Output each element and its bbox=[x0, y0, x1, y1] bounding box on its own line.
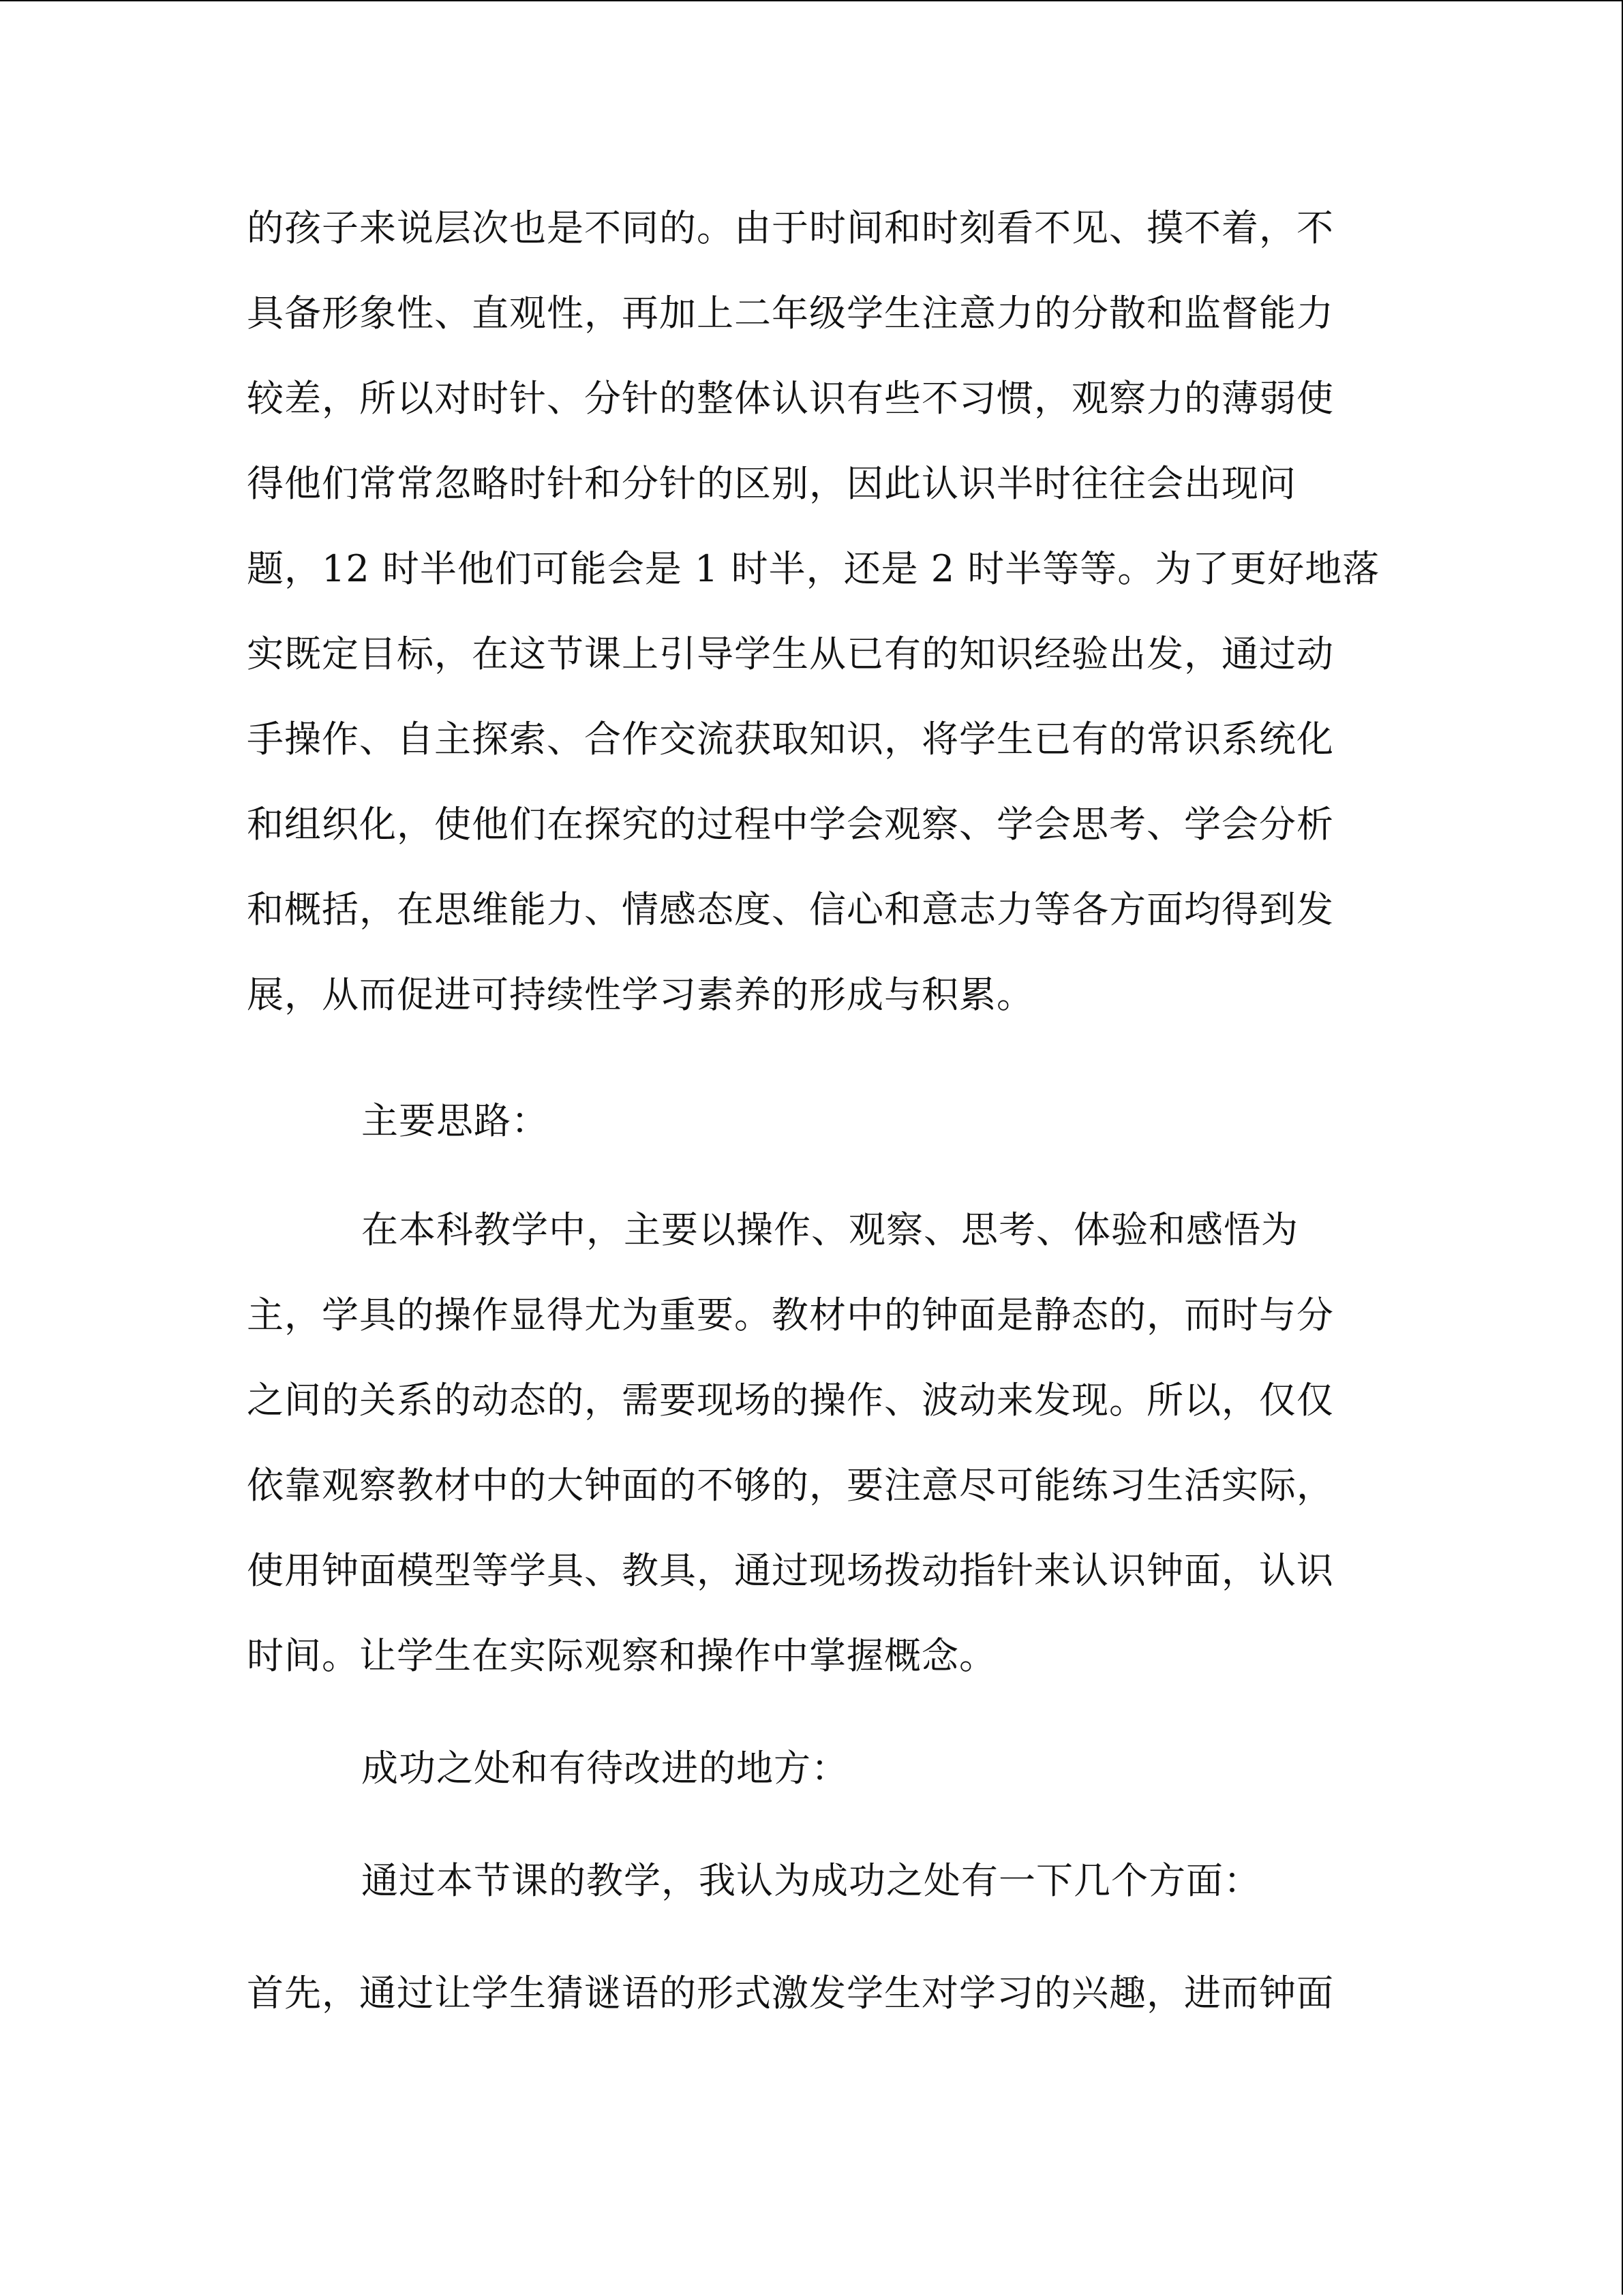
paragraph-line: 使用钟面模型等学具、教具，通过现场拨动指针来认识钟面，认识 bbox=[247, 1549, 1334, 1592]
paragraph-line: 题，12 时半他们可能会是 1 时半，还是 2 时半等等。为了更好地落 bbox=[247, 547, 1380, 590]
paragraph-line: 首先，通过让学生猜谜语的形式激发学生对学习的兴趣，进而钟面 bbox=[247, 1972, 1334, 2015]
paragraph-line: 主，学具的操作显得尤为重要。教材中的钟面是静态的，而时与分 bbox=[247, 1294, 1334, 1336]
paragraph-line: 时间。让学生在实际观察和操作中掌握概念。 bbox=[247, 1634, 997, 1677]
paragraph-line: 手操作、自主探索、合作交流获取知识，将学生已有的常识系统化 bbox=[247, 718, 1334, 761]
heading-text: 主要思路： bbox=[361, 1099, 549, 1142]
paragraph-line: 较差，所以对时针、分针的整体认识有些不习惯，观察力的薄弱使 bbox=[247, 377, 1334, 420]
paragraph-4 bbox=[247, 1950, 1363, 2036]
paragraph-2 bbox=[247, 1187, 1363, 1698]
paragraph-line: 依靠观察教材中的大钟面的不够的，要注意尽可能练习生活实际， bbox=[247, 1464, 1334, 1507]
section-heading-success bbox=[247, 1726, 1363, 1811]
paragraph-line: 和概括，在思维能力、情感态度、信心和意志力等各方面均得到发 bbox=[247, 888, 1334, 931]
paragraph-line: 之间的关系的动态的，需要现场的操作、波动来发现。所以，仅仅 bbox=[247, 1379, 1334, 1422]
heading-text: 成功之处和有待改进的地方： bbox=[361, 1747, 849, 1790]
paragraph-line: 和组织化，使他们在探究的过程中学会观察、学会思考、学会分析 bbox=[247, 803, 1334, 846]
paragraph-line: 展，从而促进可持续性学习素养的形成与积累。 bbox=[247, 973, 1034, 1016]
paragraph-3 bbox=[247, 1838, 1363, 1923]
paragraph-line: 实既定目标，在这节课上引导学生从已有的知识经验出发，通过动 bbox=[247, 632, 1334, 675]
paragraph-1 bbox=[247, 185, 1380, 1037]
paragraph-line: 得他们常常忽略时针和分针的区别，因此认识半时往往会出现问 bbox=[247, 462, 1296, 505]
section-heading-main-idea bbox=[247, 1078, 1363, 1163]
paragraph-line: 通过本节课的教学，我认为成功之处有一下几个方面： bbox=[361, 1859, 1261, 1902]
paragraph-line: 的孩子来说层次也是不同的。由于时间和时刻看不见、摸不着，不 bbox=[247, 206, 1334, 249]
paragraph-line: 在本科教学中，主要以操作、观察、思考、体验和感悟为 bbox=[361, 1208, 1299, 1251]
document-page bbox=[0, 1, 1623, 2296]
paragraph-line: 具备形象性、直观性，再加上二年级学生注意力的分散和监督能力 bbox=[247, 292, 1334, 335]
